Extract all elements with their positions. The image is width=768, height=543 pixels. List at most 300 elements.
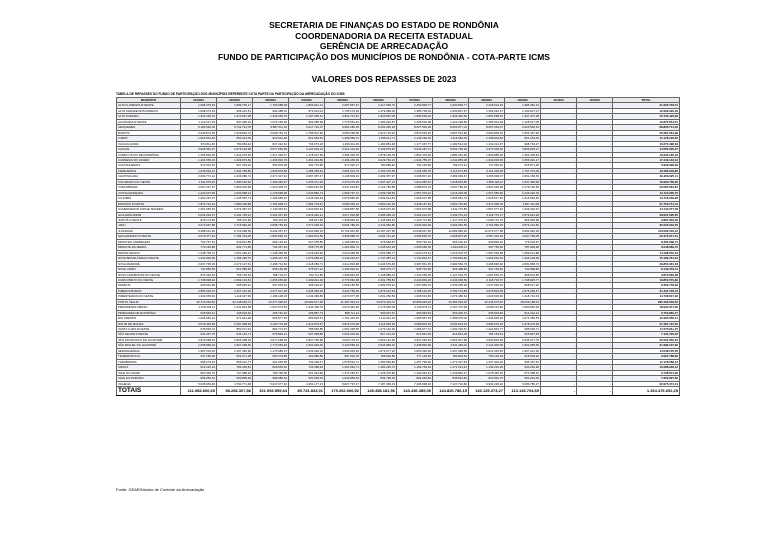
value-cell: 1.033.883,49	[325, 376, 361, 381]
totals-value-cell: 145.458.181,56	[361, 387, 397, 396]
value-cell: 2.164.055,78	[397, 168, 433, 173]
value-cell: 7.187.469,33	[361, 381, 397, 386]
totals-value-cell: 179.262.006,52	[325, 387, 361, 396]
value-cell: 1.464.556,03	[181, 157, 217, 162]
value-cell: 3.382.357,97	[361, 174, 397, 179]
value-cell: 1.317.449,47	[253, 152, 289, 157]
value-cell: 892.774,97	[253, 327, 289, 332]
municipio-name-cell: SÃO FRANCISCO DO GUAPORÉ	[117, 337, 181, 342]
value-cell: 3.788.120,30	[397, 288, 433, 293]
value-cell: 650.993,53	[397, 310, 433, 315]
totals-value-cell: 101.993.559,64	[253, 387, 289, 396]
municipio-name-cell: COSTA MARQUES	[117, 190, 181, 195]
value-cell: 507.398,89	[289, 332, 325, 337]
value-cell: -	[577, 365, 613, 370]
total-cell: 10.288.939,13	[613, 365, 680, 370]
value-cell: 6.223.566,54	[505, 125, 541, 130]
value-cell: 1.537.659,90	[469, 190, 505, 195]
value-cell: 1.107.460,90	[217, 348, 253, 353]
value-cell: 702.711,82	[289, 272, 325, 277]
value-cell: -	[577, 283, 613, 288]
value-cell: 1.678.429,11	[181, 305, 217, 310]
column-header: 09/2023	[469, 98, 505, 103]
value-cell: 1.567.677,94	[469, 207, 505, 212]
total-cell: 21.753.714,12	[613, 201, 680, 206]
municipio-name-cell: PORTO VELHO	[117, 299, 181, 304]
value-cell: 1.045.329,29	[289, 196, 325, 201]
value-cell: 3.092.813,23	[433, 321, 469, 326]
value-cell: -	[577, 381, 613, 386]
value-cell: 2.191.735,21	[217, 212, 253, 217]
municipio-name-cell: NOVA MAMORÉ	[117, 261, 181, 266]
header-fundo: FUNDO DE PARTICIPAÇÃO DOS MUNICÍPIOS DE RONDÔNIA - COTA-PARTE ICMS	[218, 51, 550, 62]
value-cell: 2.672.442,90	[325, 305, 361, 310]
value-cell: 1.537.496,08	[505, 179, 541, 184]
value-cell: 2.118.716,57	[469, 277, 505, 282]
value-cell: 13.187.227,58	[361, 228, 397, 233]
value-cell: 1.256.427,78	[253, 256, 289, 261]
header-coordenadoria: COORDENADORIA DA RECEITA ESTADUAL	[295, 30, 473, 41]
value-cell: 1.390.843,48	[325, 272, 361, 277]
table-caption: TABELA DE REPASSES DO FUNDO DE PARTICIPAÇÃO DOS MUNICÍPIOS REFERENTE COTA PARTE DA PARTICIPAÇÃO DA ARRECADAÇÃO DO ICMS	[116, 92, 345, 96]
value-cell: 3.262.212,15	[397, 212, 433, 217]
total-cell: 14.140.277,48	[613, 207, 680, 212]
value-cell: 5.887.311,18	[253, 125, 289, 130]
value-cell: 607.978,80	[289, 239, 325, 244]
municipio-name-cell: ALVORADA D'OESTE	[117, 119, 181, 124]
value-cell: 576.894,21	[253, 332, 289, 337]
value-cell: 2.571.536,94	[289, 223, 325, 228]
value-cell: 32.246.676,52	[469, 299, 505, 304]
value-cell: -	[541, 348, 577, 353]
table-body	[117, 103, 680, 387]
value-cell: 1.237.903,26	[469, 359, 505, 364]
value-cell: 978.593,70	[181, 327, 217, 332]
value-cell: 1.708.825,77	[505, 277, 541, 282]
value-cell: 1.657.395,58	[433, 348, 469, 353]
total-cell: 11.178.568,13	[613, 359, 680, 364]
value-cell: -	[541, 316, 577, 321]
value-cell: 966.100,32	[433, 239, 469, 244]
value-cell: 844.728,36	[361, 376, 397, 381]
value-cell: 2.008.753,73	[253, 130, 289, 135]
value-cell: 3.100.556,34	[325, 343, 361, 348]
municipio-name-cell: MACHADINHO D'OESTE	[117, 234, 181, 239]
value-cell: 852.071,91	[217, 327, 253, 332]
value-cell: 1.254.334,89	[289, 157, 325, 162]
value-cell: 963.762,16	[397, 239, 433, 244]
value-cell: 780.989,40	[361, 163, 397, 168]
value-cell: 1.689.736,17	[217, 103, 253, 108]
value-cell: 8.057.654,07	[469, 125, 505, 130]
value-cell: -	[541, 234, 577, 239]
value-cell: 1.302.789,86	[217, 168, 253, 173]
value-cell: 523.071,28	[217, 354, 253, 359]
value-cell: 2.073.377,49	[181, 234, 217, 239]
total-cell: 6.929.096,09	[613, 163, 680, 168]
value-cell: 1.067.850,03	[397, 283, 433, 288]
value-cell: 3.121.633,24	[289, 147, 325, 152]
municipio-name-cell: CEREJEIRAS	[117, 168, 181, 173]
value-cell: 1.527.573,53	[253, 305, 289, 310]
value-cell: 1.289.221,88	[505, 250, 541, 255]
total-cell: 29.850.301,18	[613, 261, 680, 266]
value-cell: 2.576.425,56	[181, 321, 217, 326]
value-cell: 1.874.712,24	[181, 201, 217, 206]
value-cell: 1.692.512,53	[361, 196, 397, 201]
column-header-municipio: MUNICÍPIO	[117, 98, 181, 103]
value-cell: 1.747.487,13	[361, 256, 397, 261]
value-cell: 1.616.293,05	[433, 190, 469, 195]
value-cell: 1.673.677,20	[361, 348, 397, 353]
value-cell: 1.611.079,46	[181, 179, 217, 184]
value-cell: -	[541, 283, 577, 288]
value-cell: -	[541, 163, 577, 168]
value-cell: 926.398,66	[433, 267, 469, 272]
value-cell: 2.077.298,18	[253, 337, 289, 342]
value-cell: 1.332.605,49	[181, 294, 217, 299]
value-cell: 1.091.266,41	[217, 250, 253, 255]
value-cell: 827.414,03	[361, 332, 397, 337]
value-cell: 1.406.819,79	[253, 157, 289, 162]
value-cell: 787.900,66	[505, 245, 541, 250]
total-cell: 5.753.860,47	[613, 310, 680, 315]
value-cell: 1.707.374,09	[505, 168, 541, 173]
value-cell: 5.004.786,15	[325, 223, 361, 228]
value-cell: 1.929.846,74	[217, 130, 253, 135]
value-cell: 1.509.878,86	[253, 168, 289, 173]
value-cell: 3.193.751,13	[433, 212, 469, 217]
municipio-name-cell: ESPIGÃO D'OESTE	[117, 201, 181, 206]
value-cell: 862.349,76	[181, 370, 217, 375]
value-cell: 2.417.696,76	[361, 103, 397, 108]
value-cell: 1.108.904,83	[469, 136, 505, 141]
municipio-name-cell: SÃO FELIPE D'OESTE	[117, 332, 181, 337]
total-cell: 12.305.356,14	[613, 316, 680, 321]
total-cell: 18.486.048,80	[613, 168, 680, 173]
municipio-name-cell: PARECIS	[117, 283, 181, 288]
value-cell: 1.962.685,99	[505, 343, 541, 348]
value-cell: 5.686.786,37	[505, 381, 541, 386]
value-cell: 1.043.499,86	[289, 294, 325, 299]
value-cell: -	[577, 168, 613, 173]
value-cell: 555.825,61	[217, 283, 253, 288]
value-cell: 615.518,92	[505, 354, 541, 359]
value-cell: 2.694.742,22	[361, 234, 397, 239]
value-cell: 1.078.446,30	[469, 370, 505, 375]
column-header: 02/2023	[217, 98, 253, 103]
value-cell: 874.811,30	[181, 141, 217, 146]
value-cell: 2.097.795,05	[505, 234, 541, 239]
value-cell: 3.678.834,09	[469, 288, 505, 293]
value-cell: 8.827.797,47	[325, 381, 361, 386]
total-cell: 17.443.142,12	[613, 157, 680, 162]
value-cell: -	[577, 114, 613, 119]
value-cell: 1.287.515,49	[181, 348, 217, 353]
column-header: 06/2023	[361, 98, 397, 103]
value-cell: 2.029.762,23	[361, 157, 397, 162]
value-cell: -	[541, 185, 577, 190]
municipio-name-cell: VALE DO ANARI	[117, 370, 181, 375]
column-header: 01/2023	[181, 98, 217, 103]
value-cell: -	[577, 141, 613, 146]
value-cell: 1.663.632,03	[469, 256, 505, 261]
value-cell: 9.681.992,39	[505, 228, 541, 233]
value-cell: 1.479.489,06	[361, 108, 397, 113]
value-cell: 1.222.275,25	[217, 152, 253, 157]
value-cell: 2.011.855,08	[433, 157, 469, 162]
value-cell: 25.719.064,84	[181, 299, 217, 304]
value-cell: -	[541, 207, 577, 212]
value-cell: 3.630.770,07	[325, 337, 361, 342]
value-cell: 773.129,86	[181, 245, 217, 250]
value-cell: 658.775,65	[289, 245, 325, 250]
value-cell: 4.973.006,52	[469, 147, 505, 152]
total-cell: 9.738.674,90	[613, 370, 680, 375]
value-cell: 796.376,36	[253, 217, 289, 222]
total-cell: 10.270.498,18	[613, 141, 680, 146]
value-cell: -	[577, 332, 613, 337]
value-cell: 1.062.501,48	[181, 136, 217, 141]
value-cell: 6.321.210,49	[325, 147, 361, 152]
value-cell: 1.611.270,80	[433, 207, 469, 212]
value-cell: 2.361.707,81	[325, 114, 361, 119]
municipio-name-cell: VALE DO PARAÍSO	[117, 376, 181, 381]
value-cell: 808.711,14	[325, 310, 361, 315]
value-cell: 1.125.476,86	[361, 370, 397, 375]
value-cell: -	[577, 157, 613, 162]
value-cell: 1.280.566,82	[361, 359, 397, 364]
value-cell: 2.557.422,69	[469, 234, 505, 239]
municipio-name-cell: CACOAL	[117, 147, 181, 152]
value-cell: 2.913.734,24	[361, 130, 397, 135]
value-cell: 1.920.897,06	[361, 114, 397, 119]
value-cell: 1.789.607,62	[289, 130, 325, 135]
value-cell: 556.903,38	[253, 163, 289, 168]
totals-value-cell: 140.125.373,27	[469, 387, 505, 396]
value-cell: -	[577, 125, 613, 130]
value-cell: -	[577, 223, 613, 228]
value-cell: 3.815.276,08	[325, 321, 361, 326]
value-cell: -	[541, 272, 577, 277]
value-cell: -	[541, 114, 577, 119]
value-cell: 1.784.764,00	[217, 234, 253, 239]
total-cell: 8.362.778,92	[613, 283, 680, 288]
value-cell: 2.773.662,98	[325, 277, 361, 282]
municipio-name-cell: JI-PARANÁ	[117, 228, 181, 233]
value-cell: -	[541, 125, 577, 130]
value-cell: -	[541, 370, 577, 375]
value-cell: 1.999.857,58	[325, 207, 361, 212]
value-cell: 1.639.728,66	[361, 190, 397, 195]
value-cell: 1.629.529,66	[469, 294, 505, 299]
value-cell: -	[577, 185, 613, 190]
value-cell: -	[541, 174, 577, 179]
value-cell: 5.217.742,07	[289, 125, 325, 130]
value-cell: 436.523,92	[217, 310, 253, 315]
total-cell: 14.548.155,55	[613, 348, 680, 353]
value-cell: 2.603.772,12	[181, 174, 217, 179]
value-cell: 1.380.146,62	[217, 179, 253, 184]
value-cell: 5.032.287,71	[397, 147, 433, 152]
total-cell: 21.600.729,51	[613, 103, 680, 108]
value-cell: 1.343.600,56	[181, 256, 217, 261]
municipio-name-cell: THEOBROMA	[117, 359, 181, 364]
total-cell: 14.110.296,76	[613, 190, 680, 195]
total-cell: 11.178.126,00	[613, 136, 680, 141]
value-cell: 1.412.911,16	[361, 316, 397, 321]
value-cell: 828.617,30	[505, 283, 541, 288]
total-cell: 113.592.102,12	[613, 228, 680, 233]
value-cell: 2.150.470,65	[361, 168, 397, 173]
value-cell: -	[577, 152, 613, 157]
value-cell: 1.374.269,57	[325, 370, 361, 375]
value-cell: 3.114.593,26	[361, 321, 397, 326]
value-cell: 1.866.288,34	[217, 337, 253, 342]
value-cell: -	[541, 267, 577, 272]
value-cell: 2.113.674,85	[433, 168, 469, 173]
value-cell: 23.377.098,52	[253, 299, 289, 304]
value-cell: 1.135.087,71	[217, 196, 253, 201]
municipio-name-cell: GOVERNADOR JORGE TEIXEIRA	[117, 207, 181, 212]
value-cell: 2.356.329,78	[325, 152, 361, 157]
value-cell: 1.186.108,23	[253, 294, 289, 299]
value-cell: 925.716,90	[397, 267, 433, 272]
value-cell: -	[577, 212, 613, 217]
totals-value-cell: 143.436.389,06	[397, 387, 433, 396]
total-cell: 25.281.564,99	[613, 130, 680, 135]
value-cell: 3.258.608,37	[469, 174, 505, 179]
value-cell: -	[577, 299, 613, 304]
value-cell: 1.680.228,68	[217, 201, 253, 206]
value-cell: -	[577, 239, 613, 244]
value-cell: 2.146.876,11	[397, 305, 433, 310]
value-cell: 1.461.409,64	[505, 152, 541, 157]
value-cell: 871.088,51	[505, 370, 541, 375]
value-cell: -	[541, 239, 577, 244]
value-cell: 1.863.921,21	[289, 103, 325, 108]
value-cell: 1.079.487,07	[217, 207, 253, 212]
value-cell: 1.858.118,12	[469, 179, 505, 184]
value-cell: 2.681.021,79	[325, 168, 361, 173]
value-cell: 971.541,08	[217, 316, 253, 321]
value-cell: 1.260.794,67	[433, 327, 469, 332]
value-cell: 2.470.270,39	[325, 179, 361, 184]
value-cell: 702.767,64	[181, 239, 217, 244]
value-cell: 2.603.805,20	[469, 130, 505, 135]
value-cell: -	[577, 196, 613, 201]
total-cell: 19.850.570,82	[613, 277, 680, 282]
value-cell: 730.098,80	[505, 267, 541, 272]
value-cell: 1.100.627,07	[505, 108, 541, 113]
value-cell: 1.878.169,79	[361, 152, 397, 157]
value-cell: 3.677.066,39	[253, 147, 289, 152]
value-cell: 1.270.667,08	[217, 114, 253, 119]
total-cell: 23.084.564,81	[613, 185, 680, 190]
value-cell: 1.852.925,99	[217, 185, 253, 190]
value-cell: -	[541, 152, 577, 157]
value-cell: 3.479.212,63	[361, 288, 397, 293]
value-cell: 41.397.919,14	[325, 299, 361, 304]
value-cell: 1.562.049,06	[289, 343, 325, 348]
value-cell: 2.371.608,78	[469, 201, 505, 206]
value-cell: 2.249.872,69	[181, 130, 217, 135]
value-cell: 1.738.838,92	[181, 277, 217, 282]
value-cell: 997.735,60	[469, 245, 505, 250]
total-cell: 12.296.392,46	[613, 108, 680, 113]
value-cell: 1.499.021,36	[289, 277, 325, 282]
value-cell: -	[541, 228, 577, 233]
value-cell: 2.876.663,25	[397, 130, 433, 135]
value-cell: -	[577, 207, 613, 212]
value-cell: -	[541, 294, 577, 299]
totals-value-cell: 144.820.786,15	[433, 387, 469, 396]
value-cell: 764.220,89	[397, 163, 433, 168]
municipio-name-cell: NOVO HORIZONTE DO OESTE	[117, 272, 181, 277]
value-cell: 1.910.305,73	[253, 185, 289, 190]
value-cell: 1.140.933,51	[253, 207, 289, 212]
value-cell: 733.398,64	[289, 365, 325, 370]
value-cell: 22.138.993,72	[217, 299, 253, 304]
value-cell: 8.527.506,90	[397, 125, 433, 130]
totals-label: TOTAIS	[117, 387, 181, 396]
value-cell: -	[577, 136, 613, 141]
value-cell: 876.349,63	[181, 272, 217, 277]
value-cell: 1.852.479,69	[397, 152, 433, 157]
value-cell: 1.181.294,72	[361, 365, 397, 370]
value-cell: -	[577, 217, 613, 222]
value-cell: -	[577, 228, 613, 233]
value-cell: 1.909.462,66	[433, 114, 469, 119]
value-cell: 5.732.744,78	[217, 125, 253, 130]
value-cell: 653.300,37	[433, 310, 469, 315]
value-cell: 2.450.835,77	[397, 103, 433, 108]
value-cell: 708.047,55	[289, 217, 325, 222]
value-cell: -	[577, 305, 613, 310]
value-cell: 996.877,93	[253, 316, 289, 321]
value-cell: 3.436.679,48	[361, 261, 397, 266]
value-cell: 2.962.161,26	[361, 337, 397, 342]
totals-value-cell: 98.268.307,86	[217, 387, 253, 396]
value-cell: 1.344.466,76	[289, 305, 325, 310]
value-cell: 9.488.261,92	[181, 228, 217, 233]
value-cell: 722.550,56	[181, 267, 217, 272]
municipio-name-cell: SERINGUEIRAS	[117, 348, 181, 353]
value-cell: 1.626.279,51	[397, 250, 433, 255]
value-cell: -	[541, 179, 577, 184]
value-cell: 13.638.947,96	[397, 228, 433, 233]
value-cell: 2.130.776,28	[253, 321, 289, 326]
value-cell: -	[577, 130, 613, 135]
value-cell: 2.353.457,35	[505, 130, 541, 135]
value-cell: 930.292,96	[505, 365, 541, 370]
value-cell: 625.967,65	[505, 332, 541, 337]
value-cell: -	[577, 370, 613, 375]
value-cell: 1.334.825,94	[469, 316, 505, 321]
total-cell: 9.048.689,70	[613, 245, 680, 250]
value-cell: 1.079.058,23	[289, 256, 325, 261]
value-cell: 1.127.619,76	[433, 272, 469, 277]
value-cell: 1.480.240,87	[361, 119, 397, 124]
value-cell: 20.982.617,96	[289, 299, 325, 304]
value-cell: 1.127.375,61	[433, 217, 469, 222]
value-cell: 3.115.775,17	[469, 212, 505, 217]
value-cell: 1.255.977,72	[397, 327, 433, 332]
column-header: 04/2023	[289, 98, 325, 103]
value-cell: -	[541, 223, 577, 228]
value-cell: 1.096.066,24	[181, 316, 217, 321]
value-cell: 1.469.465,97	[253, 179, 289, 184]
